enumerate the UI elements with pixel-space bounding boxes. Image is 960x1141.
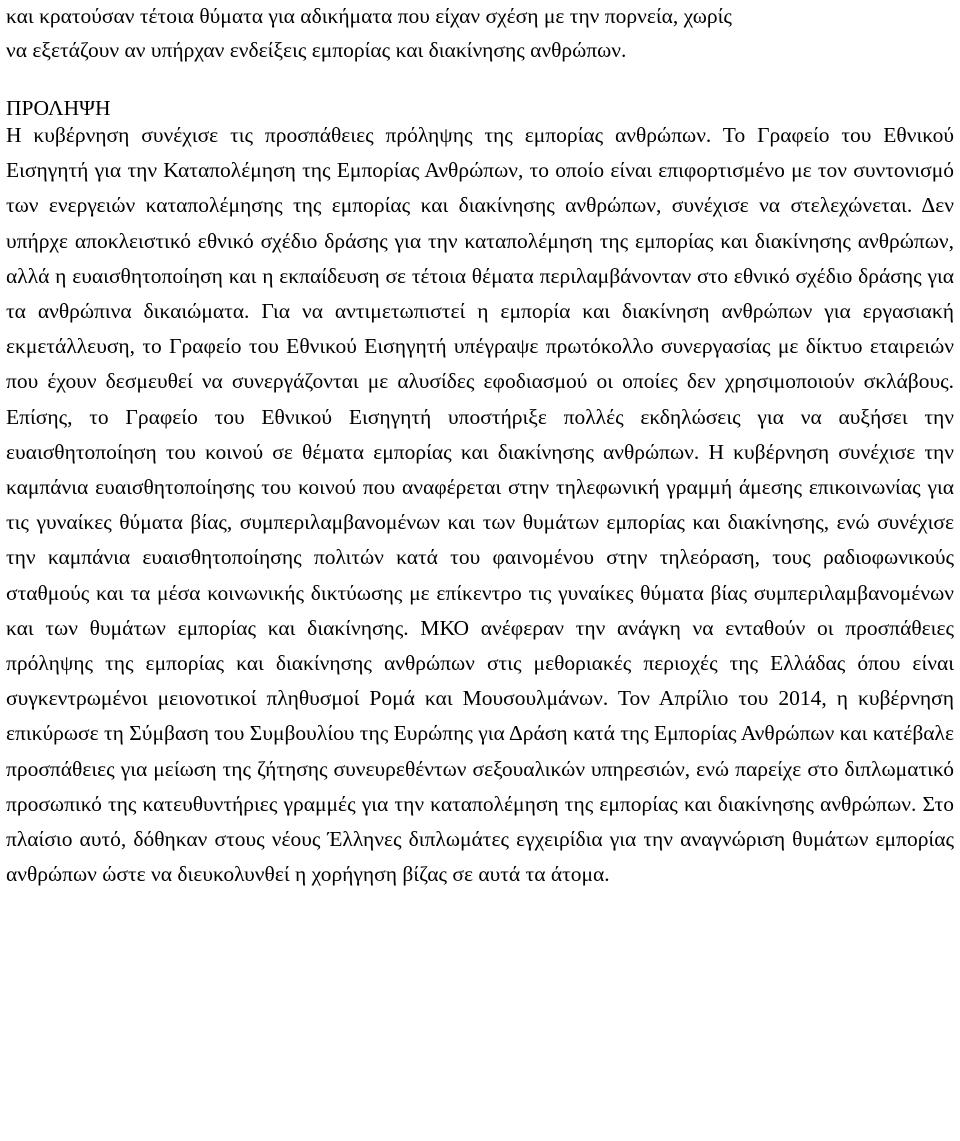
intro-line-2: να εξετάζουν αν υπήρχαν ενδείξεις εμπορίας και διακίνησης ανθρώπων. [6,38,627,62]
sentence-8: Τον Απρίλιο του 2014, η κυβέρνηση επικύρωσε τη Σύμβαση του Συμβουλίου της Ευρώπης για Δράση κατά της Εμπορίας Ανθρώπων και κατέβαλε προσπάθειες για μείωση της ζήτησης συνευρεθέντων σεξουαλικών υπηρεσιών, ενώ παρείχε στο διπλωματικό προσωπικό της κατευθυντήριες γραμμές για την καταπολέμηση της εμπορίας και διακίνησης ανθρώπων. [6,686,954,816]
sentence-5: Επίσης, το Γραφείο του Εθνικού Εισηγητή υποστήριξε πολλές εκδηλώσεις για να αυξήσει την ευαισθητοποίηση του κοινού σε θέματα εμπορίας και διακίνησης ανθρώπων. [6,404,954,464]
sentence-7: ΜΚΟ ανέφεραν την ανάγκη να ενταθούν οι προσπάθειες πρόληψης της εμπορίας και διακίνησης ανθρώπων στις μεθοριακές περιοχές της Ελλάδας όπου είναι συγκεντρωμένοι μειονοτικοί πληθυσμοί Ρομά και Μουσουλμάνων. [6,615,954,711]
sentence-3: Δεν υπήρχε αποκλειστικό εθνικό σχέδιο δράσης για την καταπολέμηση της εμπορίας και διακίνησης ανθρώπων, αλλά η ευαισθητοποίηση και η εκπαίδευση σε τέτοια θέματα περιλαμβάνονταν στο εθνικό σχέδιο δράσης για τα ανθρώπινα δικαιώματα. [6,193,954,324]
intro-line-1: και κρατούσαν τέτοια θύματα για αδικήματα που είχαν σχέση με την πορνεία, χωρίς [6,4,732,28]
section-heading: ΠΡΟΛΗΨΗ [6,96,111,120]
sentence-6: Η κυβέρνηση συνέχισε την καμπάνια ευαισθητοποίησης του κοινού που αναφέρεται στην τηλεφωνική γραμμή άμεσης επικοινωνίας για τις γυναίκες θύματα βίας, συμπεριλαμβανομένων και των θυμάτων εμπορίας και διακίνησης, ενώ συνέχισε την καμπάνια ευαισθητοποίησης πολιτών κατά του φαινομένου στην τηλεόραση, τους ραδιοφωνικούς σταθμούς και τα μέσα κοινωνικής δικτύωσης με επίκεντρο τις γυναίκες θύματα βίας συμπεριλαμβανομένων και των θυμάτων εμπορίας και διακίνησης. [6,439,954,640]
sentence-1: Η κυβέρνηση συνέχισε τις προσπάθειες πρόληψης της εμπορίας ανθρώπων. [6,123,712,147]
sentence-4: Για να αντιμετωπιστεί η εμπορία και διακίνηση ανθρώπων για εργασιακή εκμετάλλευση, το Γραφείο του Εθνικού Εισηγητή υπέγραψε πρωτόκολλο συνεργασίας με δίκτυο εταιρειών που έχουν δεσμευθεί να συνεργάζονται με αλυσίδες εφοδιασμού οι οποίες δεν χρησιμοποιούν σκλάβους. [6,299,954,394]
section-paragraph [6,118,954,892]
sentence-2: Το Γραφείο του Εθνικού Εισηγητή για την Καταπολέμηση της Εμπορίας Ανθρώπων, το οποίο είναι επιφορτισμένο με τον συντονισμό των ενεργειών καταπολέμησης της εμπορίας και διακίνησης ανθρώπων, συνέχισε να στελεχώνεται. [6,123,954,218]
sentence-9: Στο πλαίσιο αυτό, δόθηκαν στους νέους Έλληνες διπλωμάτες εγχειρίδια για την αναγνώριση θυμάτων εμπορίας ανθρώπων ώστε να διευκολυνθεί η χορήγηση βίζας σε αυτά τα άτομα. [6,791,954,887]
